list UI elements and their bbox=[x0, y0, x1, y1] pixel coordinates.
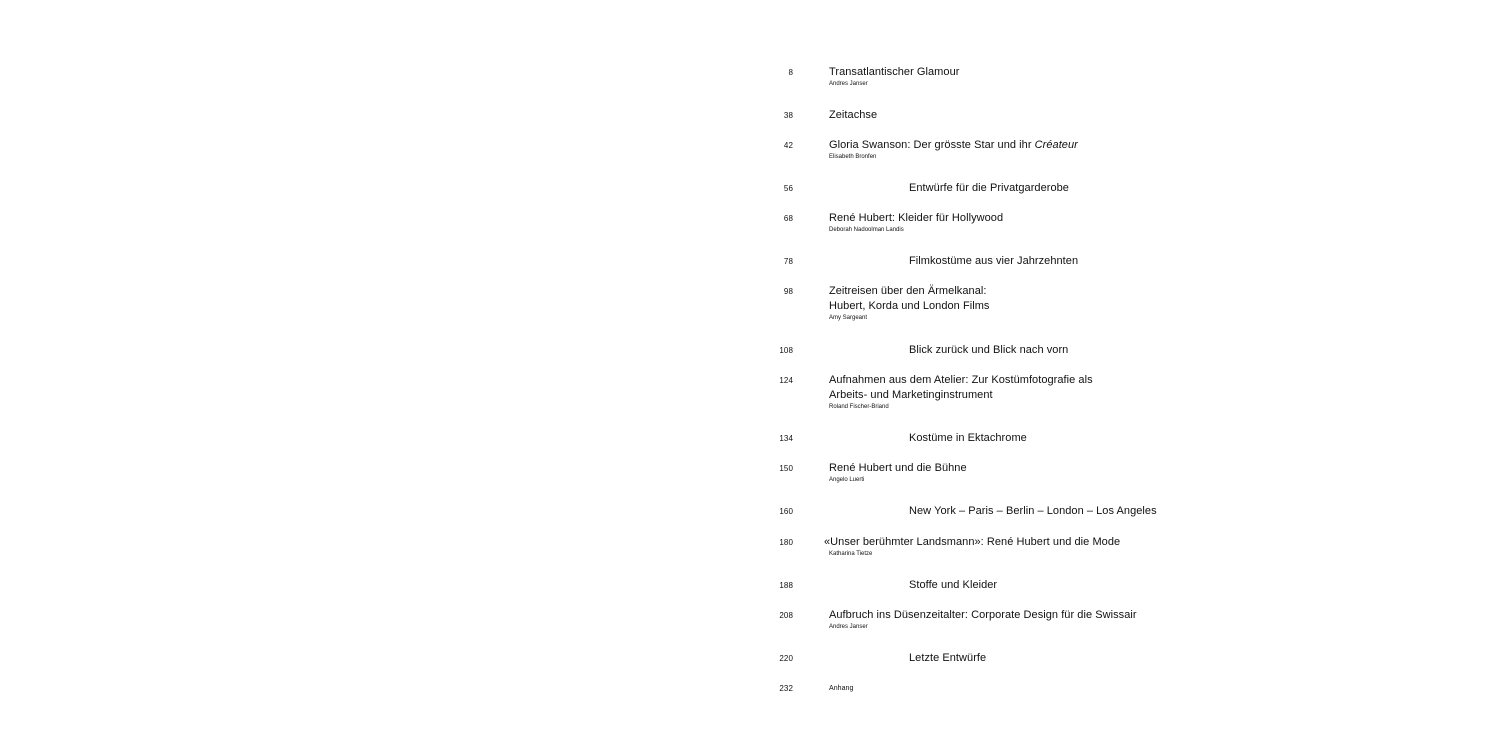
entry-title bbox=[829, 65, 1389, 80]
toc-entry-content bbox=[829, 211, 1389, 235]
page-number: 220 bbox=[779, 654, 793, 663]
entry-author: Katharina Tietze bbox=[829, 551, 873, 557]
entry-title-line: René Hubert und die Bühne bbox=[829, 462, 967, 474]
toc-entry-content bbox=[829, 108, 1389, 123]
entry-author: Andres Janser bbox=[829, 81, 868, 87]
entry-title bbox=[829, 108, 1389, 123]
entry-author: Andres Janser bbox=[829, 624, 868, 630]
entry-title-line: Hubert, Korda und London Films bbox=[829, 300, 990, 312]
section-title bbox=[909, 431, 1469, 446]
toc-entry-content bbox=[909, 504, 1469, 519]
entry-title-line: Anhang bbox=[829, 685, 854, 692]
entry-title-line: Zeitachse bbox=[829, 109, 878, 121]
entry-title-line: New York – Paris – Berlin – London – Los Angeles bbox=[909, 505, 1157, 517]
page-number: 160 bbox=[779, 507, 793, 516]
toc-entry-content bbox=[829, 608, 1389, 632]
page-number: 150 bbox=[779, 464, 793, 473]
entry-author: Amy Sargeant bbox=[829, 315, 868, 321]
entry-author: Angelo Luerti bbox=[829, 477, 865, 483]
toc-entry-content bbox=[909, 431, 1469, 446]
section-title bbox=[909, 504, 1469, 519]
toc-entry-content bbox=[829, 284, 1389, 323]
page-number: 56 bbox=[783, 184, 793, 193]
page-number: 68 bbox=[783, 214, 793, 223]
entry-title bbox=[829, 461, 1389, 476]
page-number: 78 bbox=[783, 257, 793, 266]
entry-author: Elisabeth Bronfen bbox=[829, 154, 877, 160]
entry-title-line: Stoffe und Kleider bbox=[909, 579, 998, 591]
section-title bbox=[909, 578, 1469, 593]
entry-title bbox=[829, 608, 1389, 623]
toc-entry-content bbox=[824, 535, 1384, 559]
entry-title-italic: Créateur bbox=[1034, 139, 1078, 151]
entry-title-text: Gloria Swanson: Der grösste Star und ihr bbox=[829, 139, 1035, 151]
entry-title bbox=[829, 284, 1389, 314]
page-number: 134 bbox=[779, 434, 793, 443]
toc-entry-content bbox=[829, 138, 1389, 162]
toc-entry-content bbox=[909, 343, 1469, 358]
entry-title-line: Entwürfe für die Privatgarderobe bbox=[909, 182, 1069, 194]
entry-title-line: Transatlantischer Glamour bbox=[829, 66, 960, 78]
section-title bbox=[909, 181, 1469, 196]
entry-title-line: Zeitreisen über den Ärmelkanal: bbox=[829, 285, 987, 297]
entry-title-line: Letzte Entwürfe bbox=[909, 652, 987, 664]
entry-title-line: Blick zurück und Blick nach vorn bbox=[909, 344, 1069, 356]
toc-entry-content bbox=[909, 254, 1469, 269]
entry-title bbox=[829, 138, 1389, 153]
page-number: 180 bbox=[779, 538, 793, 547]
entry-title-line: René Hubert: Kleider für Hollywood bbox=[829, 212, 1004, 224]
entry-author: Deborah Nadoolman Landis bbox=[829, 227, 904, 233]
entry-author: Roland Fischer-Briand bbox=[829, 404, 889, 410]
page-number: 8 bbox=[788, 68, 793, 77]
entry-title bbox=[829, 211, 1389, 226]
page-number: 108 bbox=[779, 346, 793, 355]
entry-title bbox=[824, 535, 1384, 550]
section-title bbox=[909, 651, 1469, 666]
page-number: 98 bbox=[783, 287, 793, 296]
toc-entry-content bbox=[829, 684, 1389, 694]
page-number: 38 bbox=[783, 111, 793, 120]
toc-entry-content bbox=[829, 65, 1389, 89]
page-number: 124 bbox=[779, 376, 793, 385]
page-number: 232 bbox=[779, 684, 793, 693]
toc-entry-content bbox=[829, 461, 1389, 485]
entry-title bbox=[829, 684, 1389, 694]
entry-title-line: Aufbruch ins Düsenzeitalter: Corporate Design für die Swissair bbox=[829, 609, 1137, 621]
entry-title-line: Kostüme in Ektachrome bbox=[909, 432, 1027, 444]
toc-entry-content bbox=[909, 578, 1469, 593]
page-number: 208 bbox=[779, 611, 793, 620]
entry-title-line: Arbeits- und Marketinginstrument bbox=[829, 389, 993, 401]
page-number: 188 bbox=[779, 581, 793, 590]
page-number: 42 bbox=[783, 141, 793, 150]
entry-title-line bbox=[829, 138, 1389, 153]
section-title bbox=[909, 254, 1469, 269]
toc-entry-content bbox=[909, 181, 1469, 196]
entry-title bbox=[829, 373, 1389, 403]
entry-title-line: Filmkostüme aus vier Jahrzehnten bbox=[909, 255, 1079, 267]
section-title bbox=[909, 343, 1469, 358]
toc-entry-content bbox=[829, 373, 1389, 412]
toc-entry-content bbox=[909, 651, 1469, 666]
entry-title-line: Aufnahmen aus dem Atelier: Zur Kostümfotografie als bbox=[829, 374, 1093, 386]
entry-title-line: «Unser berühmter Landsmann»: René Hubert und die Mode bbox=[824, 536, 1121, 548]
